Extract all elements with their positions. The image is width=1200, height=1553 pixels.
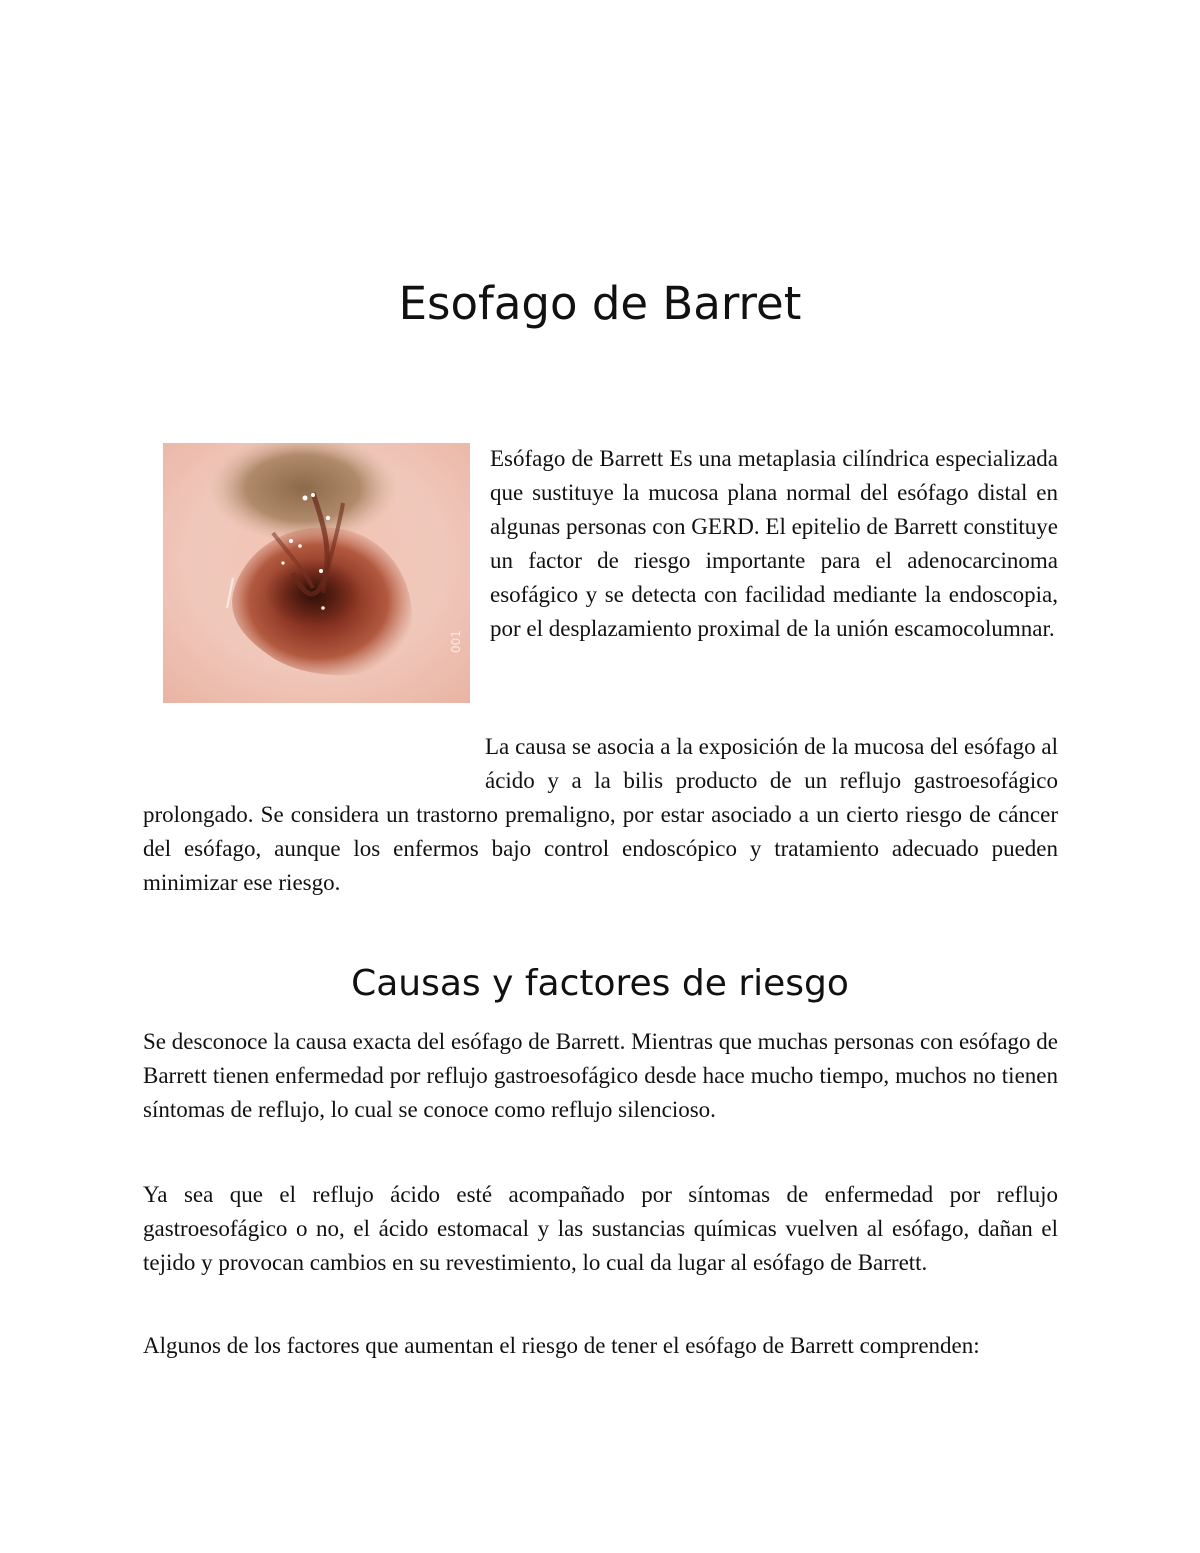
body-paragraph: Ya sea que el reflujo ácido esté acompañado por síntomas de enfermedad por reflujo gastroesofágico o no, el ácido estomacal y las sustancias químicas vuelven al esófago, dañan el tejido y provocan cambios en su revestimiento, lo cual da lugar al esófago de Barrett. bbox=[143, 1182, 1058, 1275]
endoscopy-image bbox=[163, 443, 470, 703]
image-wrap-spacer bbox=[143, 730, 485, 798]
intro-paragraph: Esófago de Barrett Es una metaplasia cilíndrica especializada que sustituye la mucosa plana normal del esófago distal en algunas personas con GERD. El epitelio de Barrett constituye un factor de riesgo importante para el adenocarcinoma esofágico y se detecta con facilidad mediante la endoscopia, por el desplazamiento proximal de la unión escamocolumnar. bbox=[490, 446, 1058, 641]
cause-paragraph-text: La causa se asocia a la exposición de la mucosa del esófago al ácido y a la bilis producto de un reflujo gastroesofágico prolongado. Se considera un trastorno premaligno, por estar asociado a un cierto riesgo de cáncer del esófago, aunque los enfermos bajo control endoscópico y tratamiento adecuado pueden minimizar ese riesgo. bbox=[143, 734, 1058, 895]
image-overlay-text: 001 bbox=[449, 630, 463, 653]
body-paragraph: Algunos de los factores que aumentan el riesgo de tener el esófago de Barrett comprenden: bbox=[143, 1333, 980, 1358]
body-paragraph: Se desconoce la causa exacta del esófago de Barrett. Mientras que muchas personas con esófago de Barrett tienen enfermedad por reflujo gastroesofágico desde hace mucho tiempo, muchos no tienen síntomas de reflujo, lo cual se conoce como reflujo silencioso. bbox=[143, 1029, 1058, 1122]
cause-paragraph bbox=[143, 730, 1058, 900]
section-heading: Causas y factores de riesgo bbox=[351, 963, 849, 1004]
document-title: Esofago de Barret bbox=[398, 277, 802, 330]
